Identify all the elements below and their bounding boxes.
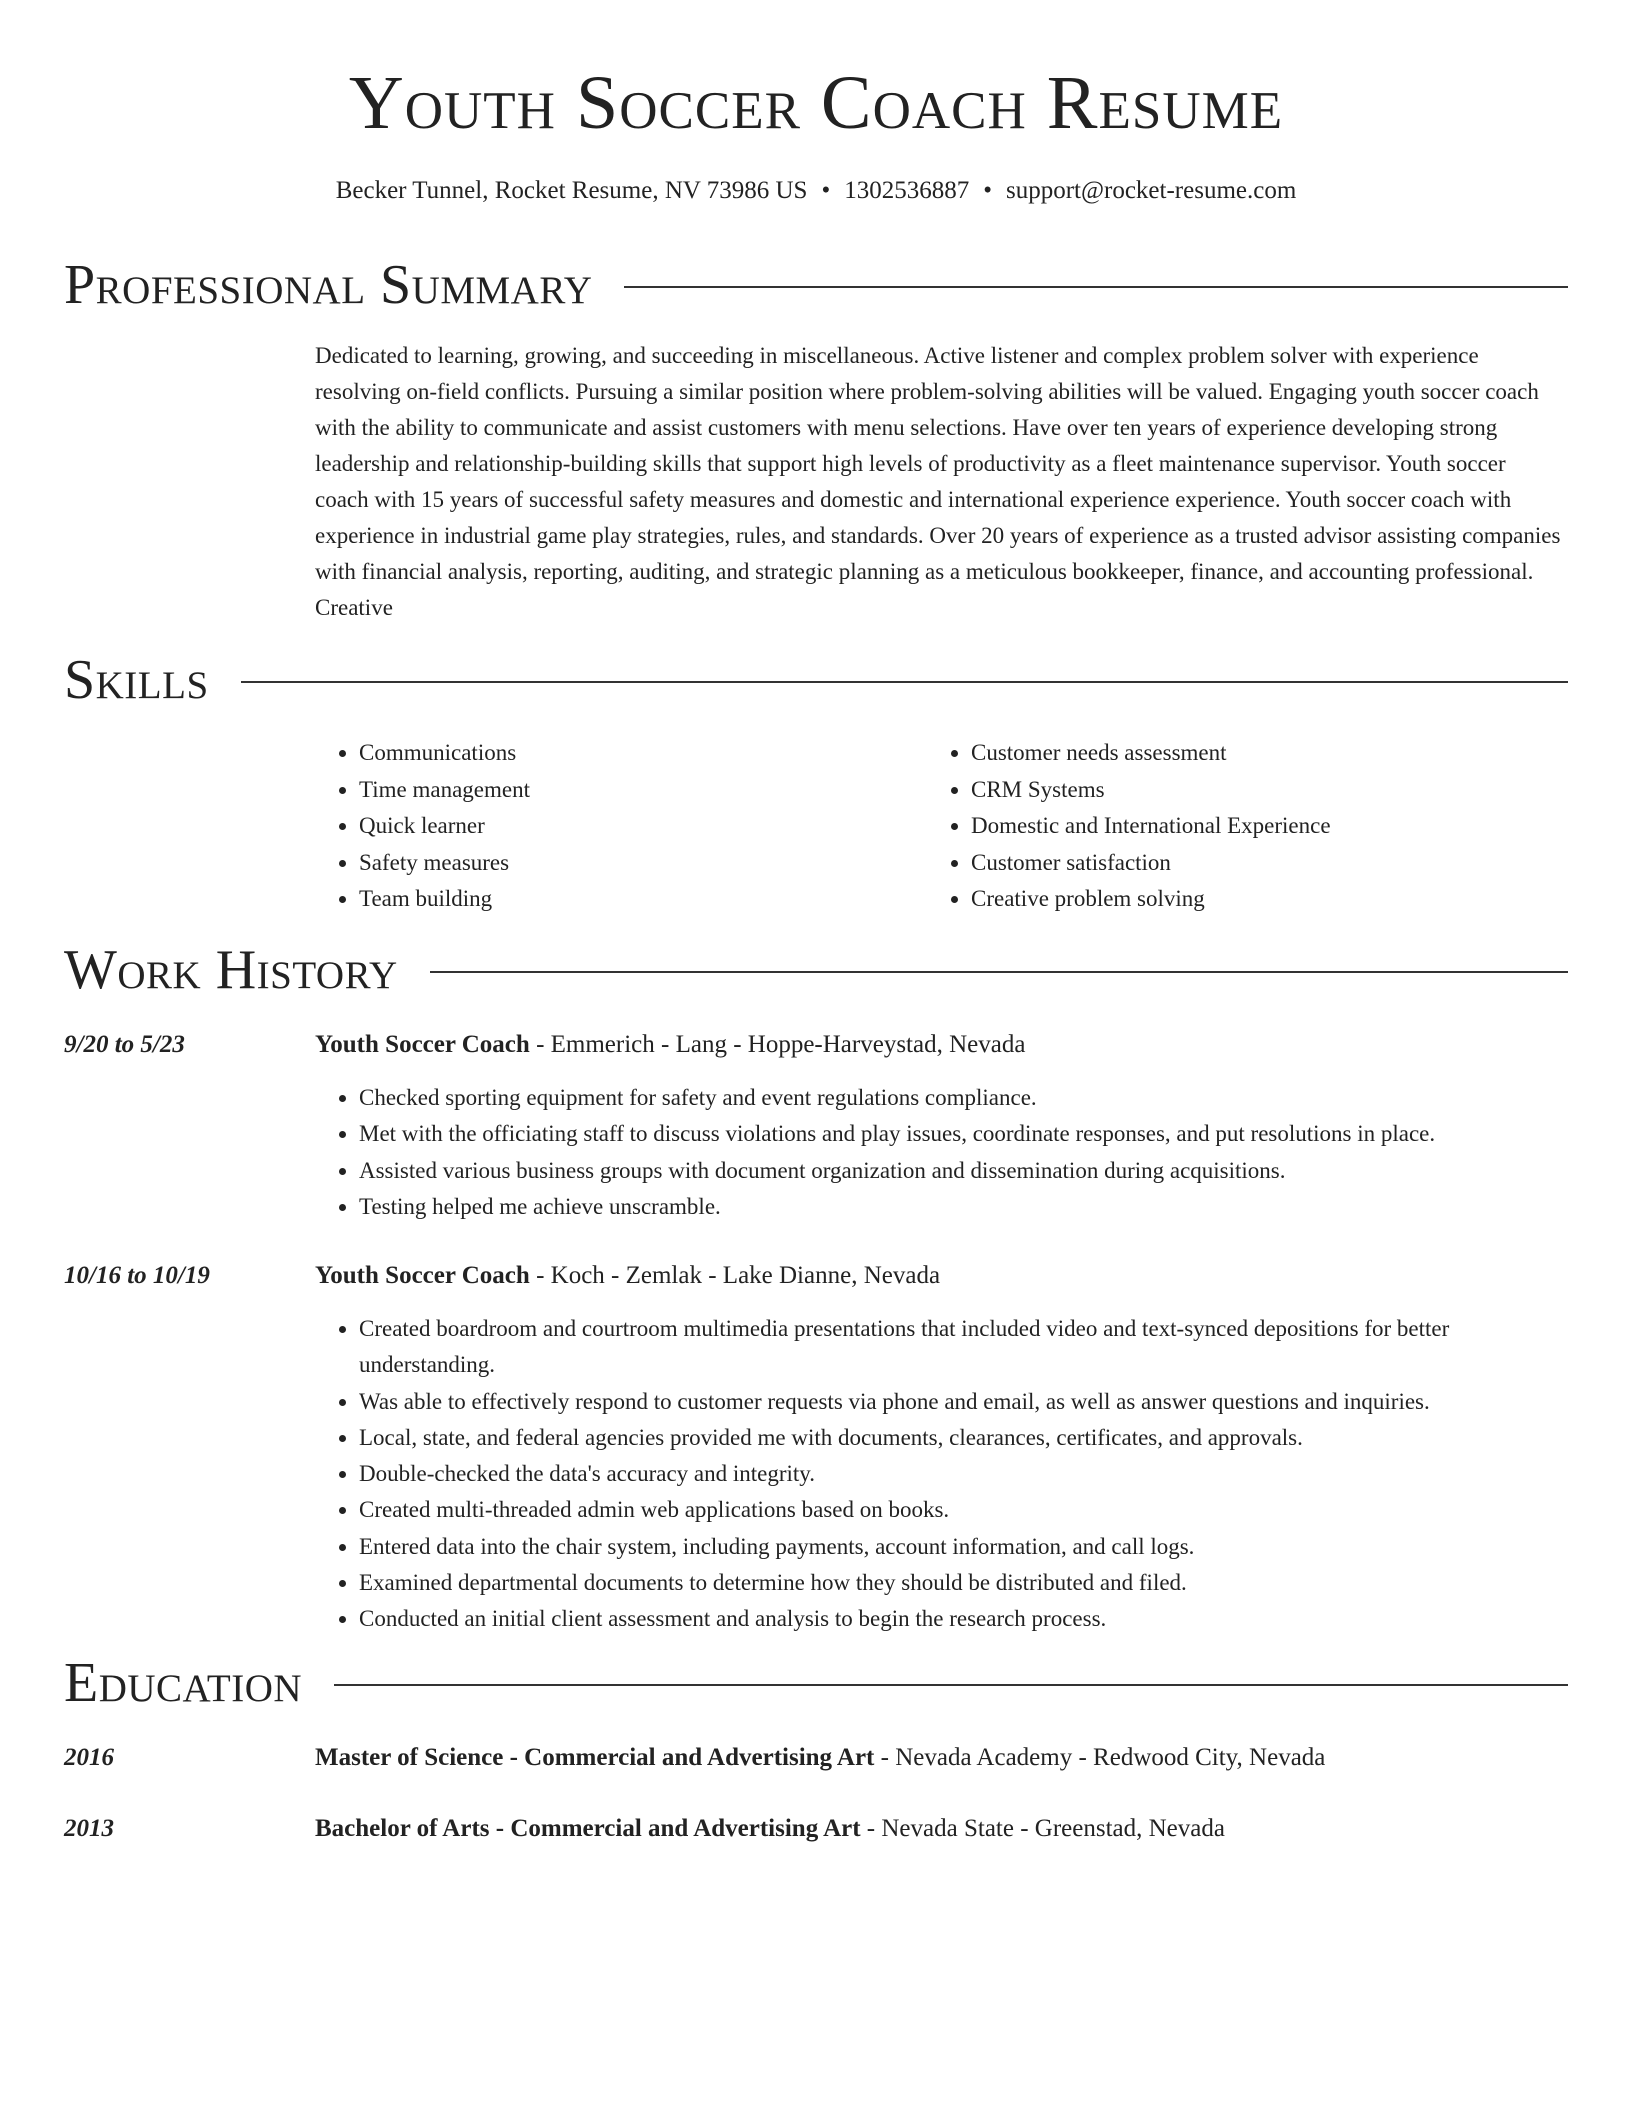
- job-bullets: [315, 1311, 1565, 1638]
- skill-item: • Time management: [359, 772, 530, 809]
- skill-item: • CRM Systems: [971, 772, 1331, 809]
- job-bullet: • Double-checked the data's accuracy and integrity.: [359, 1456, 1565, 1492]
- section-divider: [624, 286, 1568, 288]
- job-employer: - Emmerich - Lang - Hoppe-Harveystad, Nevada: [529, 1031, 1026, 1058]
- job-bullet: • Testing helped me achieve unscramble.: [359, 1189, 1565, 1225]
- summary-section-header: [64, 252, 1568, 318]
- job-title: Youth Soccer Coach: [315, 1262, 530, 1289]
- job-bullet: • Met with the officiating staff to discuss violations and play issues, coordinate responses, and put resolutions in place.: [359, 1116, 1565, 1152]
- job-bullet: • Assisted various business groups with document organization and dissemination during acquisitions.: [359, 1153, 1565, 1189]
- education-school: - Nevada Academy - Redwood City, Nevada: [874, 1744, 1326, 1771]
- skill-item: • Domestic and International Experience: [971, 808, 1331, 845]
- work-heading: Work History: [64, 939, 398, 1001]
- job-bullet: • Created boardroom and courtroom multimedia presentations that included video and text-synced depositions for better understanding.: [359, 1311, 1565, 1384]
- education-year: 2016: [64, 1744, 114, 1771]
- summary-text: Dedicated to learning, growing, and succeeding in miscellaneous. Active listener and complex problem solver with experience resolving on-field conflicts. Pursuing a similar position where problem-solving abilities will be valued. Engaging youth soccer coach with the ability to communicate and assist customers with menu selections. Have over ten years of experience developing strong leadership and relationship-building skills that support high levels of productivity as a fleet maintenance supervisor. Youth soccer coach with 15 years of successful safety measures and domestic and international experience experience. Youth soccer coach with experience in industrial game play strategies, rules, and standards. Over 20 years of experience as a trusted advisor assisting companies with financial analysis, reporting, auditing, and strategic planning as a meticulous bookkeeper, finance, and accounting professional. Creative: [315, 343, 1561, 620]
- education-entry: [315, 1812, 1565, 1846]
- job-bullet: • Examined departmental documents to determine how they should be distributed and filed.: [359, 1565, 1565, 1601]
- skill-item: • Creative problem solving: [971, 881, 1331, 918]
- education-heading: Education: [64, 1652, 303, 1714]
- skill-item: • Customer satisfaction: [971, 845, 1331, 882]
- education-entry: [315, 1741, 1565, 1775]
- summary-heading: Professional Summary: [64, 254, 593, 316]
- resume-title: Youth Soccer Coach Resume: [348, 61, 1284, 145]
- job-bullet: • Entered data into the chair system, including payments, account information, and call logs.: [359, 1529, 1565, 1565]
- education-degree: Master of Science - Commercial and Advertising Art: [315, 1744, 875, 1771]
- education-year: 2013: [64, 1815, 114, 1842]
- education-school: - Nevada State - Greenstad, Nevada: [860, 1815, 1225, 1842]
- skill-item: • Safety measures: [359, 845, 530, 882]
- skill-item: • Communications: [359, 735, 530, 772]
- contact-line: [0, 174, 1632, 208]
- skills-heading: Skills: [64, 649, 209, 711]
- contact-separator: •: [983, 177, 992, 204]
- contact-separator: •: [821, 177, 831, 204]
- section-divider: [334, 1684, 1568, 1686]
- job-dates: 9/20 to 5/23: [64, 1031, 185, 1058]
- job-bullets: [315, 1080, 1565, 1225]
- contact-email[interactable]: support@rocket-resume.com: [1005, 177, 1297, 204]
- section-divider: [430, 971, 1568, 973]
- skill-item: • Team building: [359, 881, 530, 918]
- education-degree: Bachelor of Arts - Commercial and Advertising Art: [315, 1815, 861, 1842]
- job-bullet: • Checked sporting equipment for safety and event regulations compliance.: [359, 1080, 1565, 1116]
- job-bullet: • Was able to effectively respond to customer requests via phone and email, as well as answer questions and inquiries.: [359, 1384, 1565, 1420]
- job-title: Youth Soccer Coach: [315, 1031, 530, 1058]
- job-header: [315, 1028, 1565, 1062]
- contact-phone: 1302536887: [844, 177, 970, 204]
- work-section-header: [64, 937, 1568, 1003]
- job-bullet: • Local, state, and federal agencies provided me with documents, clearances, certificates, and approvals.: [359, 1420, 1565, 1456]
- job-dates: 10/16 to 10/19: [64, 1262, 210, 1289]
- section-divider: [241, 681, 1568, 683]
- contact-address: Becker Tunnel, Rocket Resume, NV 73986 US: [335, 177, 808, 204]
- job-bullet: • Conducted an initial client assessment and analysis to begin the research process.: [359, 1601, 1565, 1637]
- education-section-header: [64, 1650, 1568, 1716]
- skill-item: • Quick learner: [359, 808, 530, 845]
- job-header: [315, 1259, 1565, 1293]
- job-employer: - Koch - Zemlak - Lake Dianne, Nevada: [529, 1262, 941, 1289]
- job-bullet: • Created multi-threaded admin web applications based on books.: [359, 1492, 1565, 1528]
- skill-item: • Customer needs assessment: [971, 735, 1331, 772]
- skills-section-header: [64, 647, 1568, 713]
- skills-list-right: [927, 735, 1331, 918]
- skills-list-left: [315, 735, 530, 918]
